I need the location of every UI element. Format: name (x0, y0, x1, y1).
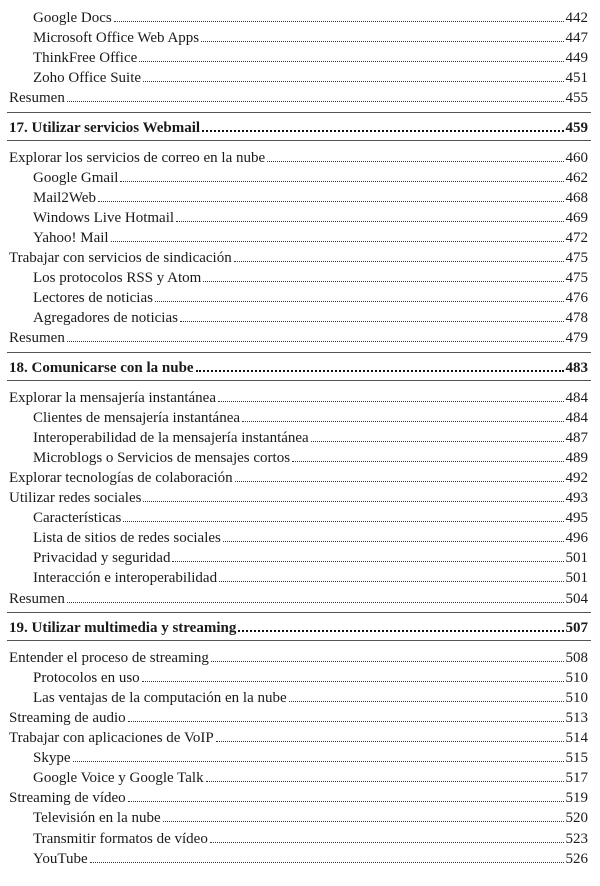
entry-title: Streaming de audio (9, 709, 126, 726)
subsection-entry[interactable] (33, 688, 588, 708)
page-number: 484 (565, 389, 588, 406)
subsection-entry[interactable] (33, 168, 588, 188)
subsection-entry[interactable] (33, 288, 588, 308)
page-number: 455 (565, 90, 588, 107)
dot-leader (292, 461, 563, 462)
dot-leader (211, 661, 564, 662)
dot-leader (73, 761, 564, 762)
dot-leader (202, 130, 563, 132)
entry-title: Características (33, 510, 122, 527)
subsection-entry[interactable] (33, 508, 588, 528)
section-entry[interactable] (9, 788, 588, 808)
dot-leader (143, 81, 563, 82)
page-number: 475 (565, 250, 588, 266)
page-number: 483 (565, 359, 588, 376)
entry-title: Televisión en la nube (33, 810, 161, 827)
page-number: 460 (565, 149, 588, 166)
entry-title: Resumen (9, 90, 65, 107)
dot-leader (216, 741, 564, 742)
page-number: 476 (565, 290, 588, 307)
section-divider (7, 352, 591, 353)
entry-title: Entender el proceso de streaming (9, 649, 209, 666)
dot-leader (67, 101, 564, 102)
entry-title: Google Voice y Google Talk (33, 770, 204, 787)
dot-leader (123, 521, 563, 522)
section-entry[interactable] (9, 388, 588, 408)
page-number: 475 (565, 270, 588, 287)
entry-title: Trabajar con servicios de sindicación (9, 250, 232, 266)
page-number: 489 (565, 449, 588, 466)
page-number: 515 (565, 750, 588, 767)
entry-title: Resumen (9, 590, 65, 607)
dot-leader (267, 161, 563, 162)
entry-title: Microsoft Office Web Apps (33, 30, 200, 47)
page-number: 520 (565, 810, 588, 827)
dot-leader (90, 862, 564, 863)
dot-leader (201, 41, 563, 42)
entry-title: Yahoo! Mail (33, 229, 109, 246)
section-entry[interactable] (9, 708, 588, 728)
page-number: 447 (565, 30, 588, 47)
dot-leader (163, 821, 564, 822)
page-number: 517 (565, 770, 588, 787)
page-number: 504 (565, 590, 588, 607)
entry-title: YouTube (33, 850, 88, 867)
page-number: 510 (565, 689, 588, 706)
page-number: 487 (565, 429, 588, 446)
entry-title: Microblogs o Servicios de mensajes cortos (33, 449, 291, 466)
page-number: 513 (565, 709, 588, 726)
dot-leader (289, 701, 564, 702)
dot-leader (67, 602, 564, 603)
subsection-entry[interactable] (33, 208, 588, 228)
dot-leader (176, 221, 563, 222)
section-entry[interactable] (9, 728, 588, 748)
section-divider (7, 612, 591, 613)
subsection-entry[interactable] (33, 228, 588, 248)
entry-title: 18. Comunicarse con la nube (9, 359, 194, 376)
section-divider (7, 140, 591, 141)
page-number: 468 (565, 189, 588, 206)
entry-title: Skype (33, 750, 71, 767)
dot-leader (143, 501, 563, 502)
entry-title: Explorar la mensajería instantánea (9, 389, 216, 406)
entry-title: Trabajar con aplicaciones de VoIP (9, 730, 214, 746)
subsection-entry[interactable] (33, 548, 588, 568)
section-entry[interactable] (9, 148, 588, 168)
page-number: 496 (565, 530, 588, 547)
dot-leader (210, 842, 564, 843)
section-divider (7, 112, 591, 113)
entry-title: 19. Utilizar multimedia y streaming (9, 619, 237, 636)
section-entry[interactable] (9, 328, 588, 348)
page-number: 472 (565, 229, 588, 246)
subsection-entry[interactable] (33, 48, 588, 68)
dot-leader (219, 581, 563, 582)
dot-leader (196, 370, 564, 372)
dot-leader (218, 401, 564, 402)
entry-title: Windows Live Hotmail (33, 209, 175, 226)
dot-leader (120, 181, 563, 182)
page-number: 484 (565, 409, 588, 426)
dot-leader (67, 341, 564, 342)
subsection-entry[interactable] (33, 28, 588, 48)
dot-leader (139, 61, 563, 62)
dot-leader (172, 561, 563, 562)
entry-title: Streaming de vídeo (9, 790, 126, 807)
chapter-entry[interactable] (9, 618, 588, 638)
entry-title: Zoho Office Suite (33, 70, 142, 87)
page-number: 479 (565, 330, 588, 347)
dot-leader (111, 241, 564, 242)
entry-title: Privacidad y seguridad (33, 550, 171, 567)
page-number: 507 (565, 619, 588, 636)
subsection-entry[interactable] (33, 668, 588, 688)
subsection-entry[interactable] (33, 849, 588, 869)
dot-leader (98, 201, 564, 202)
dot-leader (223, 541, 564, 542)
page-number: 462 (565, 169, 588, 186)
subsection-entry[interactable] (33, 829, 588, 849)
entry-title: ThinkFree Office (33, 50, 138, 67)
page-number: 449 (565, 50, 588, 67)
chapter-entry[interactable] (9, 358, 588, 378)
entry-title: Protocolos en uso (33, 669, 140, 686)
page-number: 519 (565, 790, 588, 807)
entry-title: Google Gmail (33, 169, 119, 186)
subsection-entry[interactable] (33, 528, 588, 548)
entry-title: 17. Utilizar servicios Webmail (9, 119, 201, 136)
dot-leader (155, 301, 564, 302)
subsection-entry[interactable] (33, 568, 588, 588)
entry-title: Explorar los servicios de correo en la nube (9, 149, 266, 166)
page-number: 501 (565, 570, 588, 587)
page-number: 492 (565, 469, 588, 486)
dot-leader (128, 721, 564, 722)
page-number: 451 (565, 70, 588, 87)
section-entry[interactable] (9, 88, 588, 108)
section-entry[interactable] (9, 488, 588, 508)
section-divider (7, 380, 591, 381)
section-entry[interactable] (9, 648, 588, 668)
subsection-entry[interactable] (33, 68, 588, 88)
entry-title: Lista de sitios de redes sociales (33, 530, 221, 547)
entry-title: Resumen (9, 330, 65, 347)
dot-leader (206, 781, 564, 782)
dot-leader (311, 441, 564, 442)
entry-title: Lectores de noticias (33, 290, 153, 307)
page-number: 493 (565, 490, 588, 506)
entry-title: Explorar tecnologías de colaboración (9, 469, 233, 486)
dot-leader (235, 481, 564, 482)
chapter-entry[interactable] (9, 118, 588, 138)
subsection-entry[interactable] (33, 408, 588, 428)
page-number: 510 (565, 669, 588, 686)
dot-leader (142, 681, 564, 682)
dot-leader (114, 21, 564, 22)
page-number: 501 (565, 550, 588, 567)
subsection-entry[interactable] (33, 448, 588, 468)
entry-title: Interoperabilidad de la mensajería instantánea (33, 429, 309, 446)
subsection-entry[interactable] (33, 8, 588, 28)
section-entry[interactable] (9, 589, 588, 609)
dot-leader (238, 630, 563, 632)
page-number: 478 (565, 310, 588, 327)
dot-leader (234, 261, 564, 262)
subsection-entry[interactable] (33, 308, 588, 328)
subsection-entry[interactable] (33, 428, 588, 448)
entry-title: Interacción e interoperabilidad (33, 570, 218, 587)
page-number: 459 (565, 119, 588, 136)
page-number: 523 (565, 830, 588, 847)
entry-title: Clientes de mensajería instantánea (33, 409, 241, 426)
page-number: 495 (565, 510, 588, 527)
page-number: 508 (565, 649, 588, 666)
page-number: 442 (565, 10, 588, 26)
dot-leader (128, 801, 564, 802)
entry-title: Las ventajas de la computación en la nube (33, 689, 287, 706)
subsection-entry[interactable] (33, 188, 588, 208)
dot-leader (180, 321, 564, 322)
subsection-entry[interactable] (33, 748, 588, 768)
dot-leader (203, 281, 563, 282)
subsection-entry[interactable] (33, 808, 588, 828)
dot-leader (242, 421, 563, 422)
entry-title: Mail2Web (33, 189, 96, 206)
entry-title: Utilizar redes sociales (9, 490, 142, 506)
page-number: 514 (565, 730, 588, 746)
subsection-entry[interactable] (33, 768, 588, 788)
subsection-entry[interactable] (33, 268, 588, 288)
section-divider (7, 640, 591, 641)
entry-title: Google Docs (33, 10, 112, 26)
entry-title: Los protocolos RSS y Atom (33, 270, 202, 287)
entry-title: Transmitir formatos de vídeo (33, 830, 208, 847)
page-number: 526 (565, 850, 588, 867)
section-entry[interactable] (9, 248, 588, 268)
page-number: 469 (565, 209, 588, 226)
entry-title: Agregadores de noticias (33, 310, 178, 327)
section-entry[interactable] (9, 468, 588, 488)
